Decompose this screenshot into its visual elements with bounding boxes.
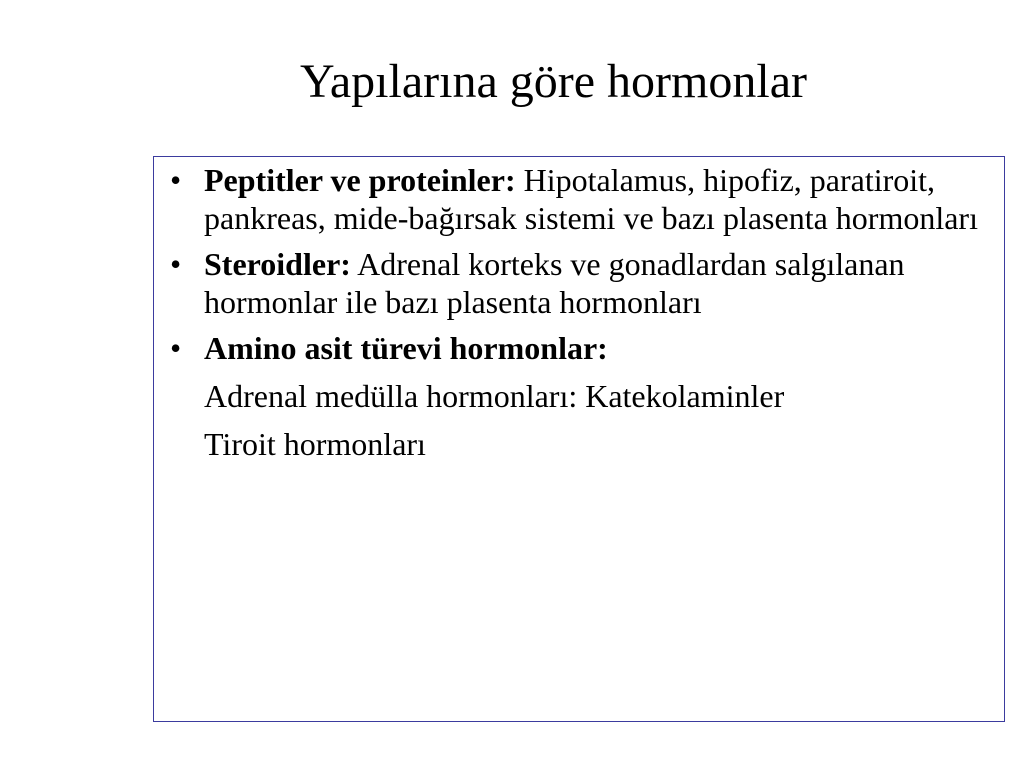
slide-title: Yapılarına göre hormonlar — [300, 55, 807, 108]
bullet-item-steroids — [168, 245, 998, 321]
bullet-item-peptides — [168, 161, 998, 237]
bullet-text: Adrenal korteks ve gonadlardan salgılanan hormonlar ile bazı plasenta hormonları — [204, 246, 905, 320]
sub-line-catecholamines: Adrenal medülla hormonları: Katekolaminler — [204, 378, 785, 414]
content-box — [153, 156, 1005, 722]
bullet-term: Peptitler ve proteinler: — [204, 162, 516, 198]
bullet-term: Steroidler: — [204, 246, 351, 282]
bullet-item-amino-acid — [168, 329, 998, 367]
bullet-mark: • — [170, 246, 182, 282]
bullet-mark: • — [170, 330, 182, 366]
bullet-mark: • — [170, 162, 182, 198]
bullet-term: Amino asit türevi hormonlar: — [204, 330, 608, 366]
bullet-text: Hipotalamus, hipofiz, paratiroit, pankreas, mide-bağırsak sistemi ve bazı plasenta hormonları — [204, 162, 978, 236]
sub-line-thyroid: Tiroit hormonları — [204, 426, 426, 462]
bullet-list — [168, 161, 998, 463]
